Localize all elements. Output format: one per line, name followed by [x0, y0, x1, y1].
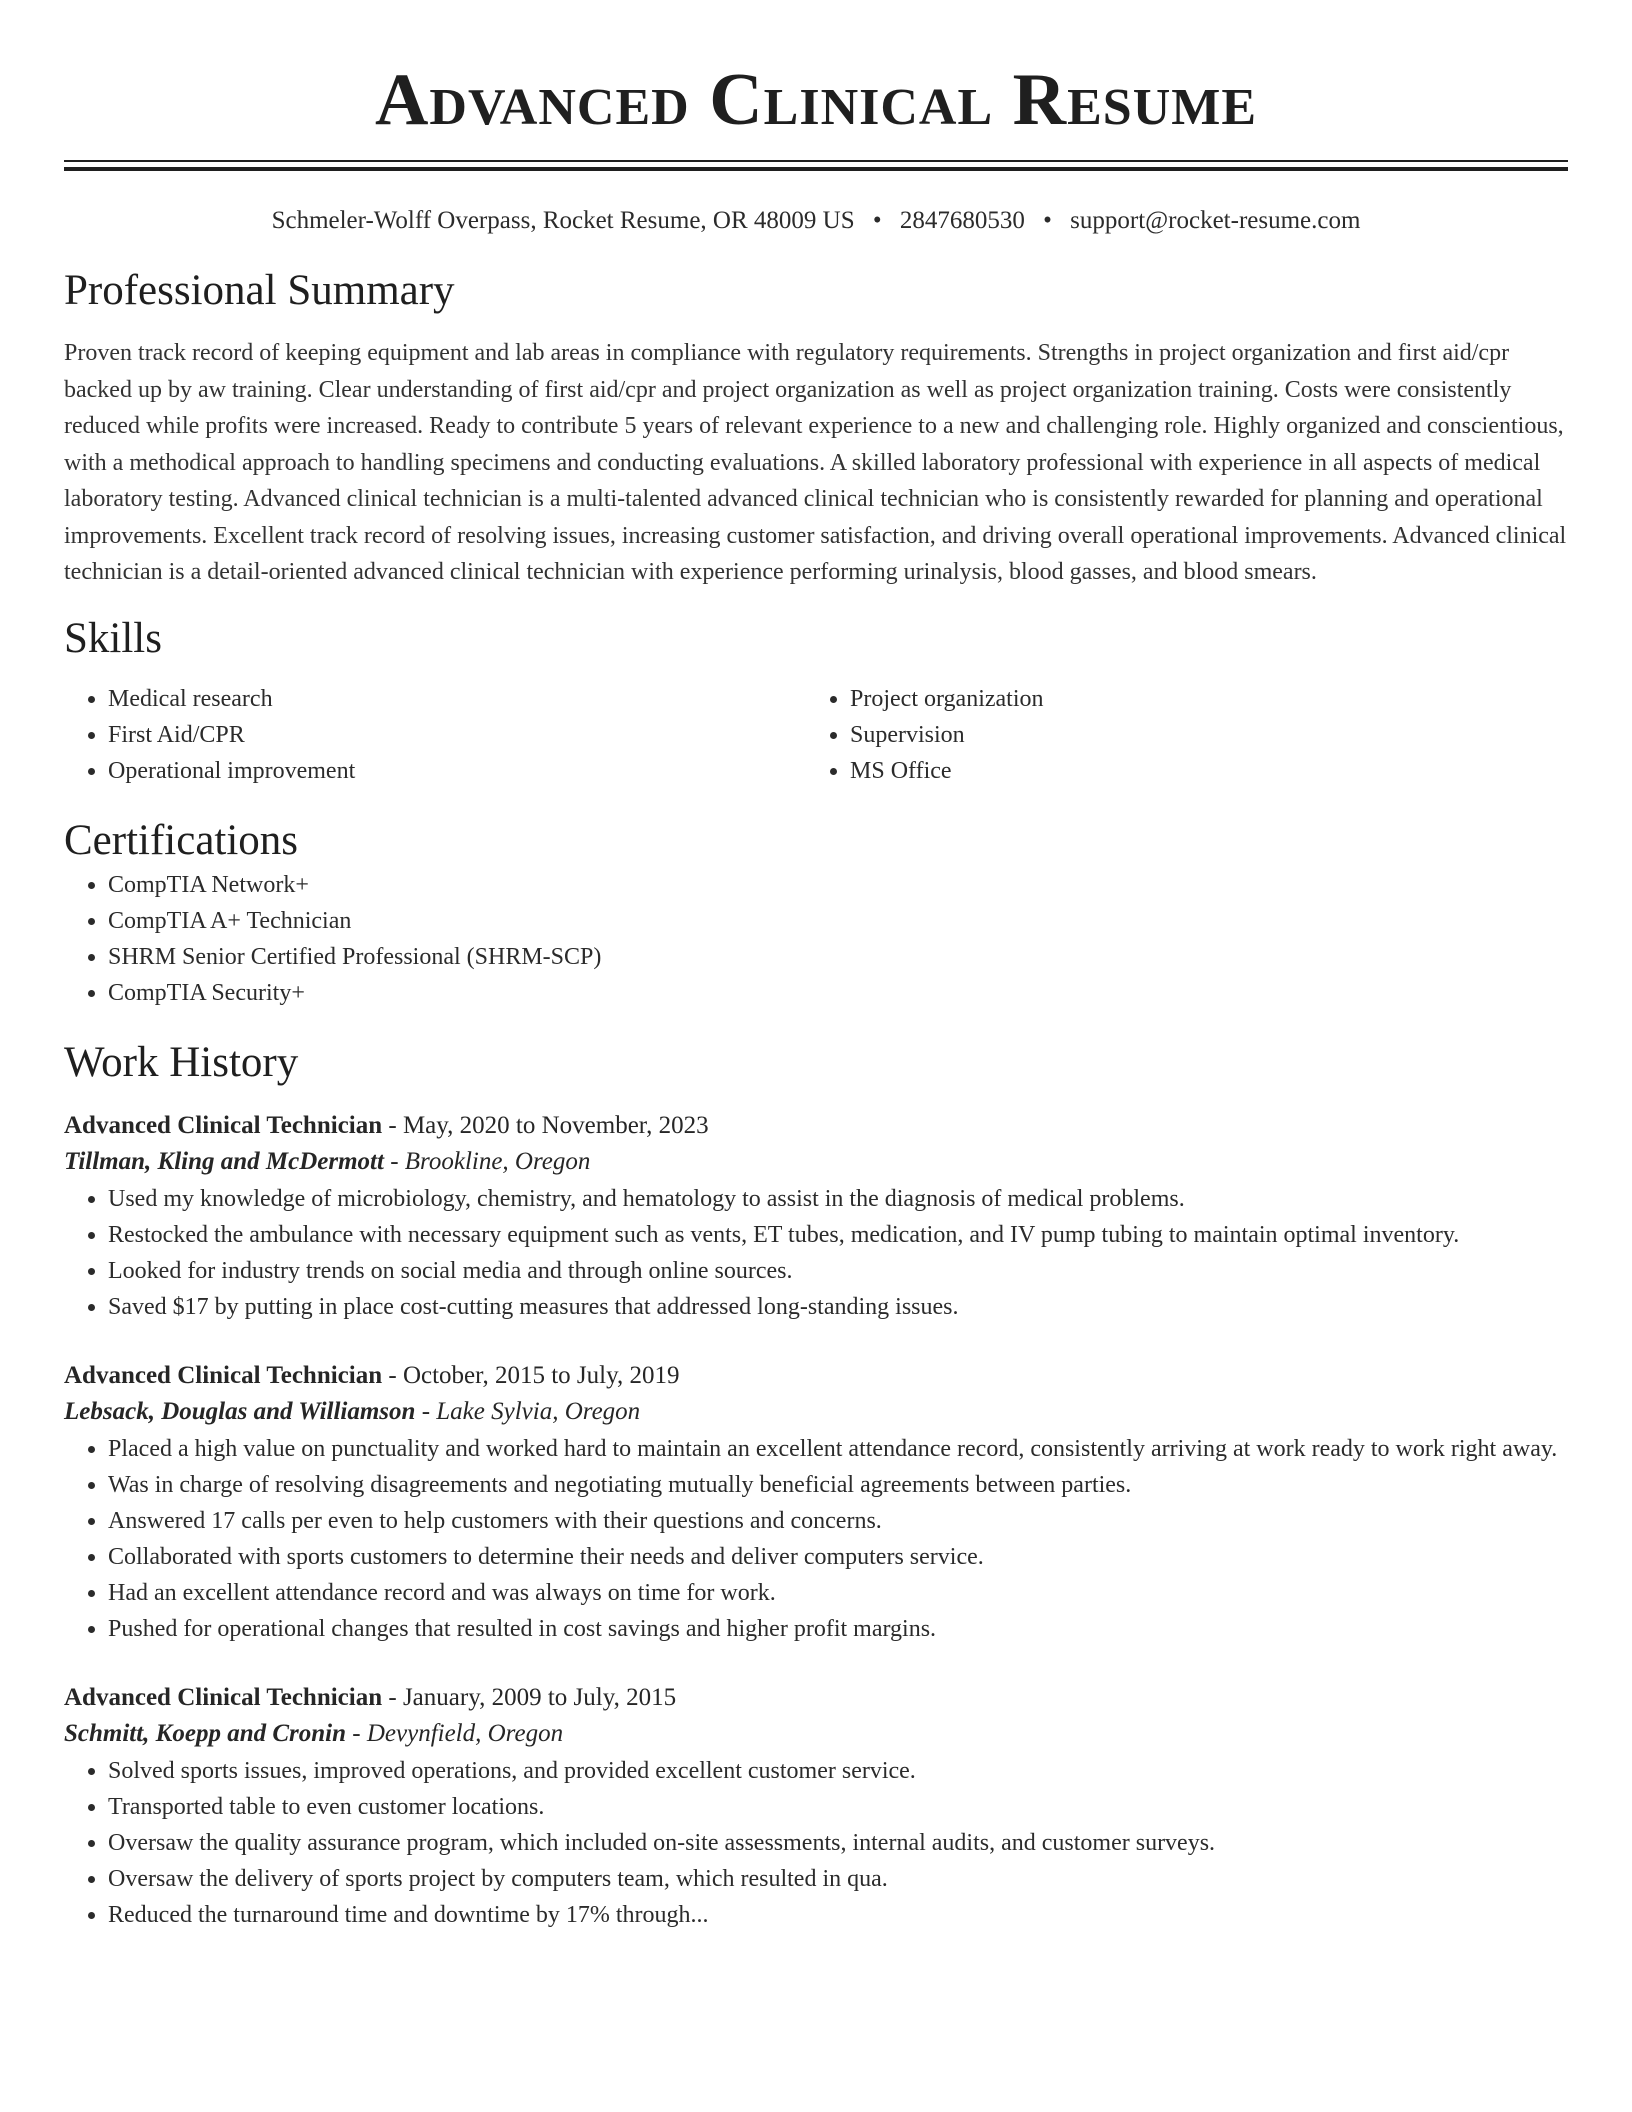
- certification-item: • CompTIA Security+: [108, 975, 1568, 1011]
- job-dates: - January, 2009 to July, 2015: [382, 1683, 677, 1711]
- job-entry: [64, 1359, 1568, 1647]
- job-duty-item: • Reduced the turnaround time and downtime by 17% through...: [108, 1897, 1568, 1933]
- skill-item: • MS Office: [850, 753, 1568, 789]
- job-duty-item: • Was in charge of resolving disagreements and negotiating mutually beneficial agreements between parties.: [108, 1467, 1568, 1503]
- title-divider: [64, 160, 1568, 171]
- certification-item: • SHRM Senior Certified Professional (SHRM-SCP): [108, 939, 1568, 975]
- job-duty-item: • Had an excellent attendance record and was always on time for work.: [108, 1575, 1568, 1611]
- job-duties-list: [64, 1431, 1568, 1647]
- contact-email: support@rocket-resume.com: [1070, 207, 1361, 234]
- job-header: [64, 1359, 1568, 1393]
- job-role: Advanced Clinical Technician: [64, 1361, 383, 1389]
- contact-line: [64, 205, 1568, 237]
- job-duty-item: • Pushed for operational changes that resulted in cost savings and higher profit margins.: [108, 1611, 1568, 1647]
- summary-heading: Professional Summary: [64, 267, 455, 314]
- contact-phone: 2847680530: [899, 207, 1025, 234]
- job-company: Schmitt, Koepp and Cronin: [64, 1719, 347, 1747]
- contact-address: Schmeler-Wolff Overpass, Rocket Resume, OR 48009 US: [271, 207, 855, 234]
- job-entry: [64, 1681, 1568, 1933]
- job-duty-item: • Answered 17 calls per even to help customers with their questions and concerns.: [108, 1503, 1568, 1539]
- summary-text: Proven track record of keeping equipment and lab areas in compliance with regulatory requirements. Strengths in project organization and first aid/cpr backed up by aw training. Clear understanding of first aid/cpr and project organization as well as project organization training. Costs were consistently reduced while profits were increased. Ready to contribute 5 years of relevant experience to a new and challenging role. Highly organized and conscientious, with a methodical approach to handling specimens and conducting evaluations. A skilled laboratory professional with experience in all aspects of medical laboratory testing. Advanced clinical technician is a multi-talented advanced clinical technician who is consistently rewarded for planning and operational improvements. Excellent track record of resolving issues, increasing customer satisfaction, and driving overall operational improvements. Advanced clinical technician is a detail-oriented advanced clinical technician with experience performing urinalysis, blood gasses, and blood smears.: [64, 340, 1567, 585]
- skill-item: • Operational improvement: [108, 753, 806, 789]
- job-duty-item: • Transported table to even customer locations.: [108, 1789, 1568, 1825]
- job-employer: [64, 1393, 1568, 1431]
- job-employer: [64, 1143, 1568, 1181]
- certifications-list: [64, 867, 1568, 1011]
- job-duty-item: • Oversaw the quality assurance program, which included on-site assessments, internal audits, and customer surveys.: [108, 1825, 1568, 1861]
- job-location: - Devynfield, Oregon: [346, 1719, 564, 1747]
- job-duty-item: • Restocked the ambulance with necessary equipment such as vents, ET tubes, medication, and IV pump tubing to maintain optimal inventory.: [108, 1217, 1568, 1253]
- job-duties-list: [64, 1181, 1568, 1325]
- job-duty-item: • Used my knowledge of microbiology, chemistry, and hematology to assist in the diagnosis of medical problems.: [108, 1181, 1568, 1217]
- job-dates: - May, 2020 to November, 2023: [382, 1111, 709, 1139]
- divider-thick-line: [64, 167, 1568, 171]
- job-entry: [64, 1109, 1568, 1325]
- skill-item: • Project organization: [850, 681, 1568, 717]
- job-company: Lebsack, Douglas and Williamson: [64, 1397, 416, 1425]
- job-duty-item: • Oversaw the delivery of sports project by computers team, which resulted in qua.: [108, 1861, 1568, 1897]
- job-duty-item: • Saved $17 by putting in place cost-cutting measures that addressed long-standing issues.: [108, 1289, 1568, 1325]
- skills-heading: Skills: [64, 614, 162, 662]
- job-dates: - October, 2015 to July, 2019: [382, 1361, 680, 1389]
- job-duties-list: [64, 1753, 1568, 1933]
- job-duty-item: • Placed a high value on punctuality and worked hard to maintain an excellent attendance record, consistently arriving at work ready to work right away.: [108, 1431, 1568, 1467]
- job-duty-item: • Looked for industry trends on social media and through online sources.: [108, 1253, 1568, 1289]
- contact-separator: •: [872, 207, 882, 234]
- job-header: [64, 1109, 1568, 1143]
- job-duty-item: • Solved sports issues, improved operations, and provided excellent customer service.: [108, 1753, 1568, 1789]
- certification-item: • CompTIA A+ Technician: [108, 903, 1568, 939]
- skills-column-right: [806, 681, 1568, 789]
- certifications-heading: Certifications: [64, 816, 299, 864]
- job-role: Advanced Clinical Technician: [64, 1683, 383, 1711]
- contact-separator: •: [1043, 207, 1052, 234]
- work-history-heading: Work History: [64, 1038, 299, 1086]
- skills-column-left: [64, 681, 806, 789]
- job-duty-item: • Collaborated with sports customers to determine their needs and deliver computers service.: [108, 1539, 1568, 1575]
- job-location: - Lake Sylvia, Oregon: [415, 1397, 641, 1425]
- skills-list: [64, 681, 1568, 789]
- job-company: Tillman, Kling and McDermott: [64, 1147, 384, 1175]
- skill-item: • Medical research: [108, 681, 806, 717]
- skill-item: • First Aid/CPR: [108, 717, 806, 753]
- job-role: Advanced Clinical Technician: [64, 1111, 383, 1139]
- job-header: [64, 1681, 1568, 1715]
- skill-item: • Supervision: [850, 717, 1568, 753]
- certification-item: • CompTIA Network+: [108, 867, 1568, 903]
- job-employer: [64, 1715, 1568, 1753]
- job-location: - Brookline, Oregon: [383, 1147, 591, 1175]
- resume-title: Advanced Clinical Resume: [374, 59, 1258, 141]
